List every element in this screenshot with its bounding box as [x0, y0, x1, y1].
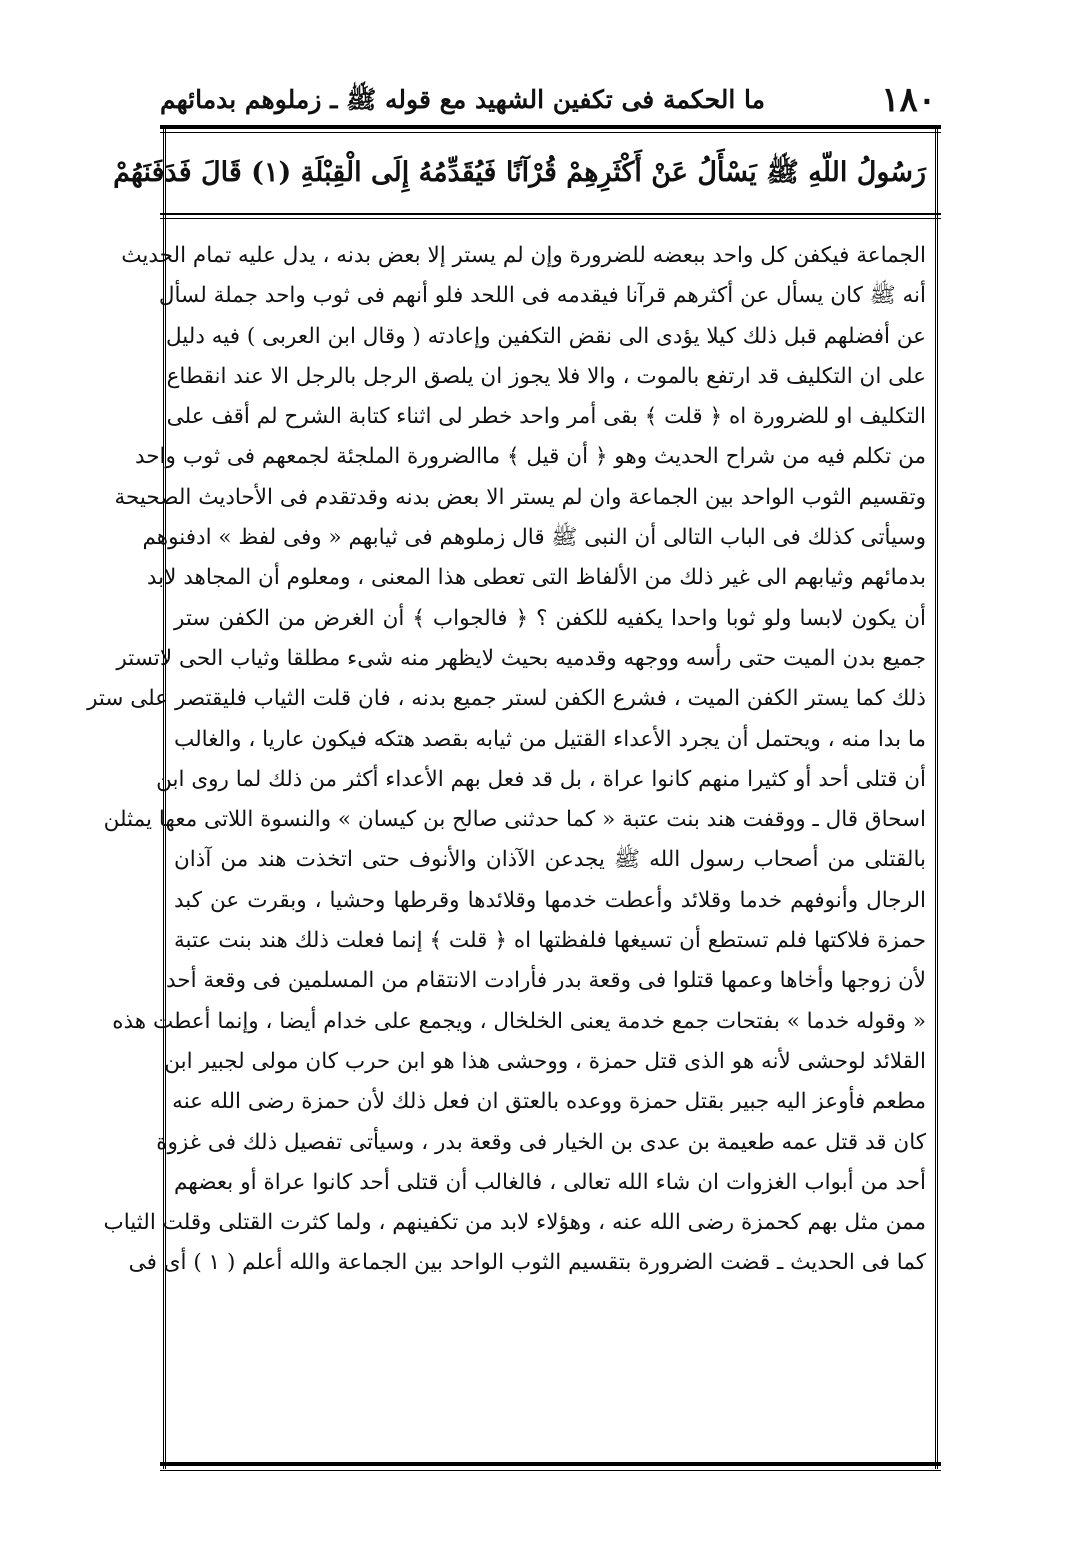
hadith-text: رَسُولُ اللّهِ ﷺ يَسْأَلُ عَنْ أَكْثَرِهِمْ قُرْآنًا فَيُقَدِّمُهُ إِلَى الْقِبْلَةِ (١) قَالَ فَدَفَنَهُمْ: [113, 157, 926, 188]
hadith-divider: [160, 213, 941, 215]
commentary-line: التكليف او للضرورة اه ﴿ قلت ﴾ بقى أمر واحد خطر لى اثناء كتابة الشرح لم أقف على: [166, 404, 926, 430]
commentary-line: وتقسيم الثوب الواحد بين الجماعة وان لم يستر الا بعض بدنه وقدتقدم فى الأحاديث الصحيحة: [114, 484, 926, 510]
running-title: ما الحكمة فى تكفين الشهيد مع قوله ﷺ ـ زملوهم بدمائهم: [160, 85, 766, 114]
commentary-line: ما بدا منه ، ويحتمل أن يجرد الأعداء القتيل من ثيابه بقصد هتكه فيكون عاريا ، والغالب: [174, 726, 926, 752]
commentary-line: أن يكون لابسا ولو ثوبا واحدا يكفيه للكفن ؟ ﴿ فالجواب ﴾ أن الغرض من الكفن ستر: [174, 605, 926, 631]
commentary-text: [87, 236, 926, 1284]
commentary-line: جميع بدن الميت حتى رأسه ووجهه وقدميه بحيث لايظهر منه شىء مطلقا وثياب الحى لاتستر: [116, 645, 926, 671]
commentary-line: كما فى الحديث ـ قضت الضرورة بتقسيم الثوب الواحد بين الجماعة والله أعلم ( ١ ) أى فى: [128, 1250, 926, 1276]
bottom-rule: [160, 1462, 941, 1466]
commentary-line: الرجال وأنوفهم خدما وقلائد وأعطت خدمها وقلائدها وقرطها وحشيا ، وبقرت عن كبد: [174, 887, 926, 913]
commentary-line: مطعم فأوعز اليه جبير بقتل حمزة ووعده بالعتق ان فعل ذلك لأن حمزة رضى الله عنه: [172, 1089, 926, 1115]
commentary-line: « وقوله خدما » بفتحات جمع خدمة يعنى الخلخال ، ويجمع على خدام أيضا ، وإنما أعطت هذه: [112, 1008, 926, 1034]
commentary-line: من تكلم فيه من شراح الحديث وهو ﴿ أن قيل ﴾ ماالضرورة الملجئة لجمعهم فى ثوب واحد: [134, 444, 926, 470]
hadith-divider-thin: [160, 218, 941, 219]
top-rule: [160, 125, 941, 129]
commentary-line: ذلك كما يستر الكفن الميت ، فشرع الكفن لستر جميع بدنه ، فان قلت الثياب فليقتصر على ستر: [87, 686, 926, 712]
commentary-line: ممن مثل بهم كحمزة رضى الله عنه ، وهؤلاء لابد من تكفينهم ، ولما كثرت القتلى وقلت الثياب: [103, 1210, 926, 1236]
page-number: ١٨٠: [881, 80, 936, 120]
commentary-line: القلائد لوحشى لأنه هو الذى قتل حمزة ، ووحشى هذا هو ابن حرب كان مولى لجبير ابن: [164, 1048, 926, 1074]
commentary-line: أحد من أبواب الغزوات ان شاء الله تعالى ، فالغالب أن قتلى أحد كانوا عراة أو بعضهم: [174, 1169, 926, 1195]
commentary-line: بدمائهم وثيابهم الى غير ذلك من الألفاظ التى تعطى هذا المعنى ، ومعلوم أن المجاهد لابد: [146, 565, 926, 591]
commentary-line: أن قتلى أحد أو كثيرا منهم كانوا عراة ، بل قد فعل بهم الأعداء أكثر من ذلك لما روى ابن: [156, 766, 926, 792]
commentary-line: أنه ﷺ كان يسأل عن أكثرهم قرآنا فيقدمه فى اللحد فلو أنهم فى ثوب واحد جملة لسأل: [158, 283, 926, 309]
commentary-line: وسيأتى كذلك فى الباب التالى أن النبى ﷺ قال زملوهم فى ثيابهم « وفى لفظ » ادفنوهم: [142, 525, 926, 551]
commentary-line: الجماعة فيكفن كل واحد ببعضه للضرورة وإن لم يستر إلا بعض بدنه ، يدل عليه تمام الحديث: [121, 243, 926, 268]
commentary-line: بالقتلى من أصحاب رسول الله ﷺ يجدعن الآذان والأنوف حتى اتخذت هند من آذان: [174, 847, 926, 873]
commentary-line: على ان التكليف قد ارتفع بالموت ، والا فلا يجوز ان يلصق الرجل بالرجل الا عند انقطاع: [166, 363, 926, 389]
bottom-rule-thin: [160, 1470, 941, 1471]
commentary-line: لأن زوجها وأخاها وعمها قتلوا فى وقعة بدر فأرادت الانتقام من المسلمين فى وقعة أحد: [166, 968, 926, 994]
commentary-line: حمزة فلاكتها فلم تستطع أن تسيغها فلفظتها اه ﴿ قلت ﴾ إنما فعلت ذلك هند بنت عتبة: [174, 928, 926, 954]
top-rule-thin: [160, 132, 941, 133]
commentary-line: عن أفضلهم قبل ذلك كيلا يؤدى الى نقض التكفين وإعادته ( وقال ابن العربى ) فيه دليل: [166, 323, 926, 349]
commentary-line: كان قد قتل عمه طعيمة بن عدى بن الخيار فى وقعة بدر ، وسيأتى تفصيل ذلك فى غزوة: [156, 1129, 926, 1155]
page-header: [160, 80, 936, 128]
commentary-line: اسحاق قال ـ ووقفت هند بنت عتبة « كما حدثنى صالح بن كيسان » والنسوة اللاتى معها يمثلن: [103, 807, 926, 833]
